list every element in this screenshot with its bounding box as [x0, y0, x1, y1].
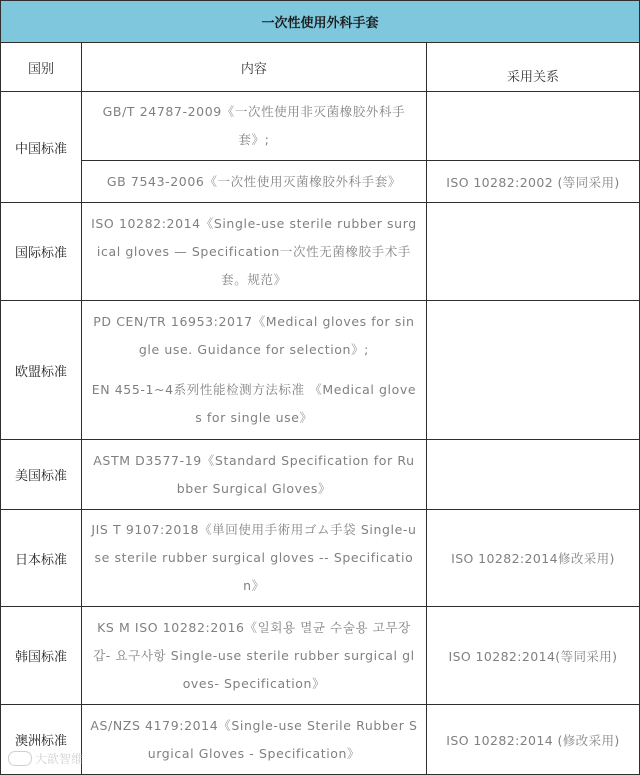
watermark-text: 大歆智维 — [35, 752, 84, 766]
content-cell: ISO 10282:2014《Single-use sterile rubber surgical gloves — Specification一次性无菌橡胶手术手套。规范》 — [81, 203, 426, 301]
relation-cell — [426, 203, 639, 301]
content-cell: ASTM D3577-19《Standard Specification for Rubber Surgical Gloves》 — [81, 440, 426, 510]
relation-cell: ISO 10282:2014修改采用) — [426, 510, 639, 607]
table-row — [1, 161, 640, 203]
content-cell: KS M ISO 10282:2016《일회용 멸균 수술용 고무장갑- 요구사항 Single-use sterile rubber surgical gloves- Specification》 — [81, 607, 426, 705]
region-cell: 欧盟标准 — [1, 301, 82, 440]
relation-cell: ISO 10282:2002 (等同采用) — [426, 161, 639, 203]
content-line: EN 455-1~4系列性能检测方法标准 《Medical gloves for single use》 — [91, 382, 417, 425]
relation-cell — [426, 440, 639, 510]
region-cell: 中国标准 — [1, 92, 82, 203]
relation-cell: ISO 10282:2014(等同采用) — [426, 607, 639, 705]
content-cell: GB 7543-2006《一次性使用灭菌橡胶外科手套》 — [81, 161, 426, 203]
region-cell: 澳洲标准 — [1, 705, 82, 775]
table-title: 一次性使用外科手套 — [1, 1, 640, 43]
relation-cell — [426, 301, 639, 440]
table-row — [1, 705, 640, 775]
content-cell: JIS T 9107:2018《単回使用手術用ゴム手袋 Single-use sterile rubber surgical gloves -- Specification》 — [81, 510, 426, 607]
header-region: 国别 — [1, 43, 82, 92]
table-row — [1, 203, 640, 301]
table-row — [1, 92, 640, 161]
region-cell: 美国标准 — [1, 440, 82, 510]
content-cell: AS/NZS 4179:2014《Single-use Sterile Rubber Surgical Gloves - Specification》 — [81, 705, 426, 775]
relation-cell: ISO 10282:2014 (修改采用) — [426, 705, 639, 775]
header-content: 内容 — [81, 43, 426, 92]
table-row — [1, 440, 640, 510]
table-row — [1, 510, 640, 607]
header-row — [1, 43, 640, 92]
region-cell: 国际标准 — [1, 203, 82, 301]
region-cell: 日本标准 — [1, 510, 82, 607]
table-row — [1, 607, 640, 705]
table-row — [1, 301, 640, 440]
content-cell — [81, 301, 426, 440]
content-cell: GB/T 24787-2009《一次性使用非灭菌橡胶外科手套》; — [81, 92, 426, 161]
region-cell: 韩国标准 — [1, 607, 82, 705]
header-relation: 采用关系 — [426, 43, 639, 92]
relation-cell — [426, 92, 639, 161]
title-row — [1, 1, 640, 43]
content-line: PD CEN/TR 16953:2017《Medical gloves for single use. Guidance for selection》; — [93, 314, 415, 357]
